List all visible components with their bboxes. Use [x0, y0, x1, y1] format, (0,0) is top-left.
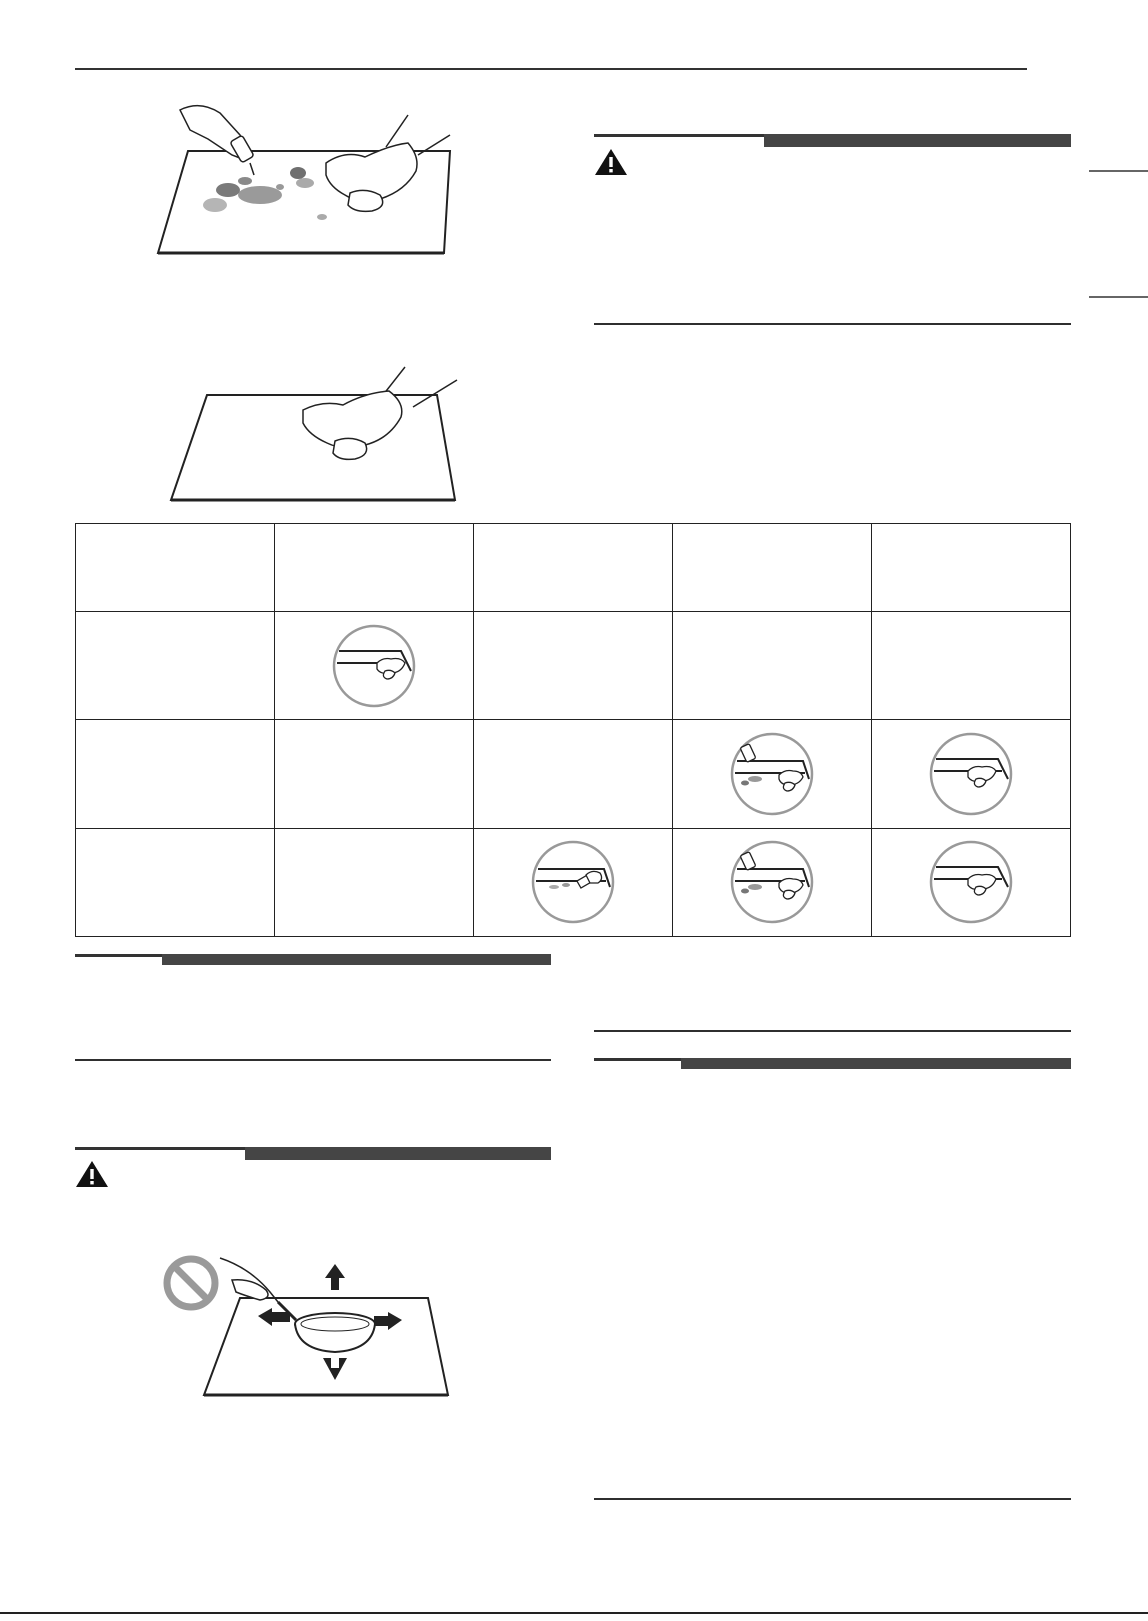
- table-cell: [474, 612, 673, 720]
- warning-triangle-icon: [75, 1160, 109, 1188]
- page-bottom-rule: [0, 1612, 1148, 1614]
- table-header-cell: [474, 524, 673, 612]
- warning-header-bar-1: [594, 134, 1071, 147]
- warning-header-bar-2: [75, 1147, 551, 1160]
- note-end-rule-right: [594, 1498, 1071, 1500]
- side-tab-top: [1089, 170, 1148, 172]
- note-header-bar-left: [75, 954, 551, 967]
- table-header-cell: [673, 524, 872, 612]
- table-header-cell: [872, 524, 1071, 612]
- table-cell: [474, 720, 673, 828]
- cloth-wipe-circle-icon: [928, 839, 1014, 925]
- table-header-cell: [76, 524, 275, 612]
- table-cell: [673, 720, 872, 828]
- table-row-label: [76, 828, 275, 936]
- table-row-label: [76, 612, 275, 720]
- table-cell: [275, 828, 474, 936]
- prohibited-icon: [167, 1259, 215, 1307]
- warning-end-rule-1: [594, 323, 1071, 325]
- table-cell: [872, 828, 1071, 936]
- table-header-row: [76, 524, 1071, 612]
- cleaning-guide-table: [75, 523, 1071, 937]
- cleaner-wipe-circle-icon: [729, 731, 815, 817]
- cleaner-wipe-circle-icon: [729, 839, 815, 925]
- scraper-wipe-circle-icon: [331, 623, 417, 709]
- section-end-rule-right: [594, 1030, 1071, 1032]
- table-row: [76, 828, 1071, 936]
- table-cell: [474, 828, 673, 936]
- illustration-scrub-cooktop: [150, 95, 480, 265]
- table-cell: [275, 720, 474, 828]
- table-cell: [872, 612, 1071, 720]
- scraper-circle-icon: [530, 839, 616, 925]
- page-top-rule: [75, 68, 1027, 70]
- table-row: [76, 720, 1071, 828]
- table-cell: [673, 612, 872, 720]
- table-cell: [673, 828, 872, 936]
- note-header-bar-right: [594, 1058, 1071, 1071]
- note-end-rule-left: [75, 1059, 551, 1061]
- side-tab-bottom: [1089, 296, 1148, 298]
- table-row: [76, 612, 1071, 720]
- table-cell: [275, 612, 474, 720]
- cloth-wipe-circle-icon: [928, 731, 1014, 817]
- illustration-wipe-cooktop: [165, 365, 465, 515]
- illustration-no-sliding-cookware: [160, 1250, 470, 1400]
- table-cell: [872, 720, 1071, 828]
- table-header-cell: [275, 524, 474, 612]
- table-row-label: [76, 720, 275, 828]
- warning-triangle-icon: [594, 148, 628, 176]
